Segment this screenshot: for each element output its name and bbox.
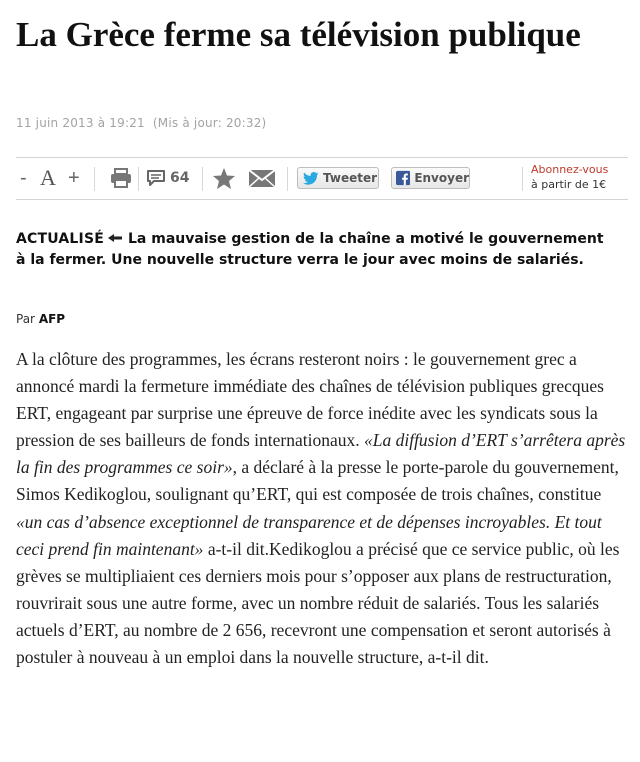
font-decrease-button[interactable]: - [20, 166, 27, 189]
update-tag: ACTUALISÉ [16, 231, 105, 247]
toolbar-separator [94, 167, 95, 191]
body-quote-1: «La diffusion d’ERT s’arrêtera après la fin des programmes ce soir» [16, 430, 626, 478]
favorite-button[interactable] [212, 160, 236, 196]
body-text-2: , a déclaré à la presse le porte-parole du gouvernement, Simos Kedikoglou, soulignant qu’ERT, qui est composée de trois chaînes, constitue [16, 457, 619, 505]
font-increase-button[interactable]: + [68, 166, 80, 189]
print-icon [110, 168, 132, 188]
publish-date: 11 juin 2013 à 19:21 [16, 116, 145, 130]
subscribe-link[interactable] [531, 162, 631, 192]
article-lede [16, 228, 616, 271]
byline [16, 312, 65, 326]
twitter-bird-icon [303, 172, 319, 185]
facebook-label: Envoyer [414, 171, 469, 185]
tweet-label: Tweeter [323, 171, 378, 185]
toolbar-top-divider [16, 157, 628, 158]
body-quote-2: «un cas d’absence exceptionnel de transparence et de dépenses incroyables. Et tout ceci prend fin maintenant» [16, 511, 602, 559]
subscribe-price: à partir de 1€ [531, 178, 607, 191]
byline-prefix: Par [16, 312, 35, 326]
toolbar-separator [138, 167, 139, 191]
font-size-label: A [40, 165, 56, 190]
comment-icon [146, 169, 166, 187]
print-button[interactable] [110, 160, 132, 196]
arrow-icon [108, 228, 122, 249]
article-dateline [16, 116, 266, 130]
article-toolbar [16, 160, 628, 196]
tweet-button[interactable] [297, 167, 379, 189]
subscribe-label: Abonnez-vous [531, 163, 609, 176]
facebook-icon [396, 170, 410, 186]
byline-author[interactable]: AFP [38, 312, 66, 326]
toolbar-separator [522, 167, 523, 191]
update-time: (Mis à jour: 20:32) [152, 116, 267, 130]
comments-button[interactable] [146, 160, 189, 196]
comment-count: 64 [170, 170, 190, 186]
article-body [16, 346, 627, 671]
body-text-3: a-t-il dit.Kedikoglou a précisé que ce service public, où les grèves se multipliaient ces derniers mois pour s’opposer aux plans de restructuration, rouvrirait sous une autre forme, avec un nombre réduit de salariés. Tous les salariés actuels d’ERT, au nombre de 2 656, recevront une compensation et seront autorisés à postuler à nouveau à un emploi dans la nouvelle structure, a-t-il dit. [16, 538, 620, 668]
article-headline: La Grèce ferme sa télévision publique [16, 15, 581, 54]
email-button[interactable] [248, 160, 276, 196]
facebook-send-button[interactable] [391, 167, 470, 189]
toolbar-separator [202, 167, 203, 191]
body-text-1: A la clôture des programmes, les écrans resteront noirs : le gouvernement grec a annoncé mardi la fermeture immédiate des chaînes de télévision publiques grecques ERT, engageant par surprise une épreuve de force inédite avec les syndicats sous la pression de ses bailleurs de fonds internationaux. [16, 349, 604, 451]
star-icon [212, 167, 236, 190]
toolbar-separator [287, 167, 288, 191]
toolbar-bottom-divider [16, 199, 628, 200]
lede-text: La mauvaise gestion de la chaîne a motivé le gouvernement à la fermer. Une nouvelle structure verra le jour avec moins de salariés. [16, 231, 604, 268]
envelope-icon [248, 168, 276, 188]
